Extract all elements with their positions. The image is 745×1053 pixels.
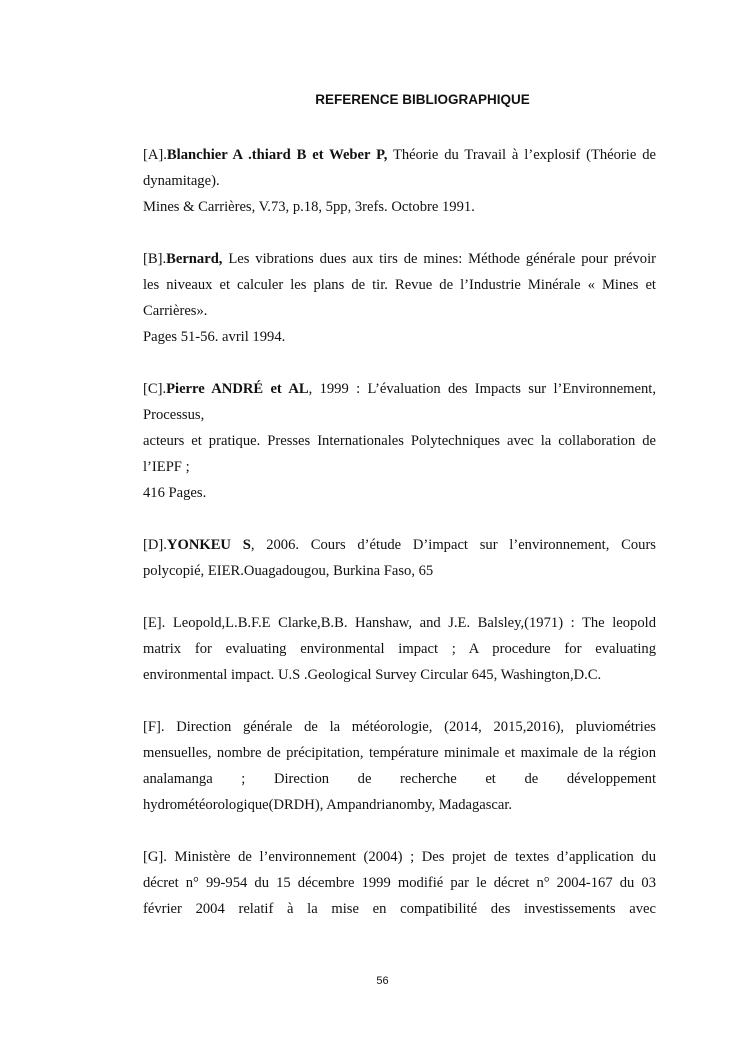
ref-text: Théorie du Travail à l’explosif (Théorie de: [387, 147, 656, 163]
ref-line: Pages 51-56. avril 1994.: [143, 329, 286, 345]
reference-d: [143, 532, 656, 584]
ref-line: hydrométéorologique(DRDH), Ampandrianomby, Madagascar.: [143, 797, 513, 813]
ref-line: polycopié, EIER.Ouagadougou, Burkina Faso, 65: [143, 563, 434, 579]
ref-line: l’IEPF ;: [143, 459, 190, 475]
reference-c: [143, 376, 656, 506]
ref-label: [C].: [143, 381, 167, 397]
page-number: 56: [376, 975, 389, 987]
reference-e: [143, 610, 656, 688]
ref-label: [F].: [143, 719, 165, 735]
ref-line: décret n° 99-954 du 15 décembre 1999 modifié par le décret n° 2004-167 du 03: [143, 875, 656, 891]
ref-line: mensuelles, nombre de précipitation, température minimale et maximale de la région: [143, 745, 656, 761]
page-title: REFERENCE BIBLIOGRAPHIQUE: [315, 92, 530, 107]
ref-authors: YONKEU S: [166, 537, 251, 553]
ref-text: , 2006. Cours d’étude D’impact sur l’environnement, Cours: [250, 537, 656, 553]
ref-line: 416 Pages.: [143, 485, 207, 501]
ref-label: [A].: [143, 147, 167, 163]
ref-text: Direction générale de la météorologie, (2014, 2015,2016), pluviométries: [164, 719, 656, 735]
ref-authors: Bernard,: [166, 251, 223, 267]
ref-authors: Pierre ANDRÉ et AL: [166, 381, 309, 397]
reference-a: [143, 142, 656, 220]
ref-line: dynamitage).: [143, 173, 220, 189]
ref-line: Processus,: [143, 407, 205, 423]
ref-line: les niveaux et calculer les plans de tir. Revue de l’Industrie Minérale « Mines et: [143, 277, 656, 293]
reference-g: [143, 844, 656, 922]
ref-label: [B].: [143, 251, 167, 267]
ref-label: [D].: [143, 537, 167, 553]
ref-line: environmental impact. U.S .Geological Survey Circular 645, Washington,D.C.: [143, 667, 602, 683]
ref-text: Ministère de l’environnement (2004) ; Des projet de textes d’application du: [166, 849, 656, 865]
reference-b: [143, 246, 656, 350]
ref-text: Les vibrations dues aux tirs de mines: Méthode générale pour prévoir: [222, 251, 656, 267]
ref-label: [G].: [143, 849, 167, 865]
ref-authors: Blanchier A .thiard B et Weber P,: [166, 147, 388, 163]
ref-line: analamanga ; Direction de recherche et de développement: [143, 771, 656, 787]
ref-line: acteurs et pratique. Presses Internationales Polytechniques avec la collaboration de: [143, 433, 656, 449]
ref-text: Leopold,L.B.F.E Clarke,B.B. Hanshaw, and J.E. Balsley,(1971) : The leopold: [165, 615, 656, 631]
ref-text: , 1999 : L’évaluation des Impacts sur l’Environnement,: [308, 381, 656, 397]
ref-label: [E].: [143, 615, 166, 631]
ref-line: matrix for evaluating environmental impact ; A procedure for evaluating: [143, 641, 656, 657]
ref-line: Carrières».: [143, 303, 208, 319]
reference-f: [143, 714, 656, 818]
ref-line: Mines & Carrières, V.73, p.18, 5pp, 3refs. Octobre 1991.: [143, 199, 475, 215]
ref-line: février 2004 relatif à la mise en compatibilité des investissements avec: [143, 901, 656, 917]
